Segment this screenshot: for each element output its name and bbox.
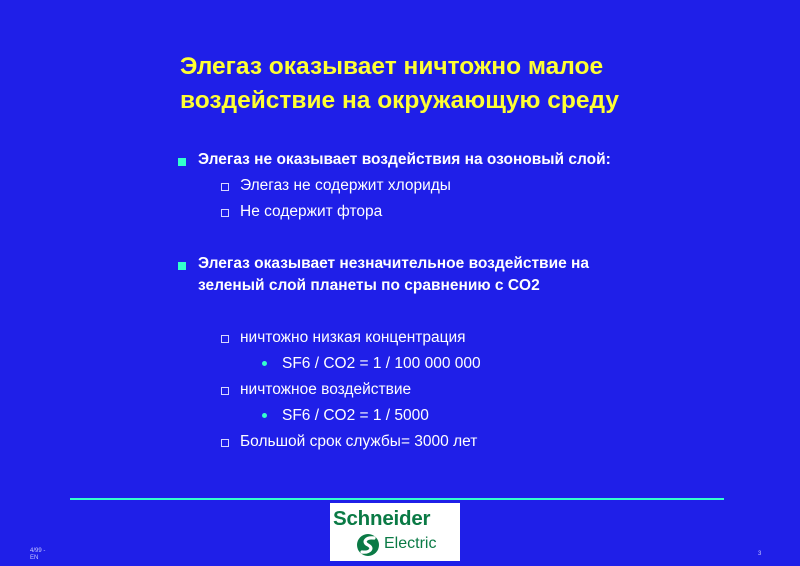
bullet-2-text-line-2: зеленый слой планеты по сравнению с CO2 bbox=[198, 277, 540, 294]
bullet-2-text-line-1: Элегаз оказывает незначительное воздействие на bbox=[198, 255, 590, 272]
page-number: 3 bbox=[758, 551, 762, 557]
dot-bullet-icon bbox=[262, 361, 267, 366]
square-bullet-icon bbox=[178, 158, 186, 166]
logo-name: Schneider bbox=[333, 507, 431, 530]
footer-divider bbox=[70, 498, 724, 500]
hollow-square-bullet-icon bbox=[221, 387, 229, 395]
logo-mark-icon bbox=[354, 531, 382, 559]
hollow-square-bullet-icon bbox=[221, 209, 229, 217]
title-line-2: воздействие на окружающую среду bbox=[180, 87, 619, 114]
logo-sub: Electric bbox=[384, 535, 437, 552]
footer-code-line-1: 4/99 - bbox=[30, 548, 46, 554]
bullet-2-sub-1-detail: SF6 / CO2 = 1 / 100 000 000 bbox=[282, 355, 481, 372]
bullet-1-sub-2: Не содержит фтора bbox=[240, 203, 383, 220]
bullet-1-sub-1: Элегаз не содержит хлориды bbox=[240, 177, 451, 194]
hollow-square-bullet-icon bbox=[221, 439, 229, 447]
square-bullet-icon bbox=[178, 262, 186, 270]
slide-title bbox=[180, 50, 740, 118]
bullet-2-sub-2-detail: SF6 / CO2 = 1 / 5000 bbox=[282, 407, 429, 424]
hollow-square-bullet-icon bbox=[221, 335, 229, 343]
schneider-electric-logo bbox=[330, 503, 460, 561]
title-line-1: Элегаз оказывает ничтожно малое bbox=[180, 53, 604, 80]
dot-bullet-icon bbox=[262, 413, 267, 418]
footer-code bbox=[30, 548, 70, 562]
hollow-square-bullet-icon bbox=[221, 183, 229, 191]
bullet-2-sub-1: ничтожно низкая концентрация bbox=[240, 329, 466, 346]
footer-code-line-2: EN bbox=[30, 555, 39, 561]
bullet-2-sub-3: Большой срок службы= 3000 лет bbox=[240, 433, 478, 450]
bullet-1-text: Элегаз не оказывает воздействия на озоновый слой: bbox=[198, 151, 611, 168]
bullet-2-sub-2: ничтожное воздействие bbox=[240, 381, 412, 398]
